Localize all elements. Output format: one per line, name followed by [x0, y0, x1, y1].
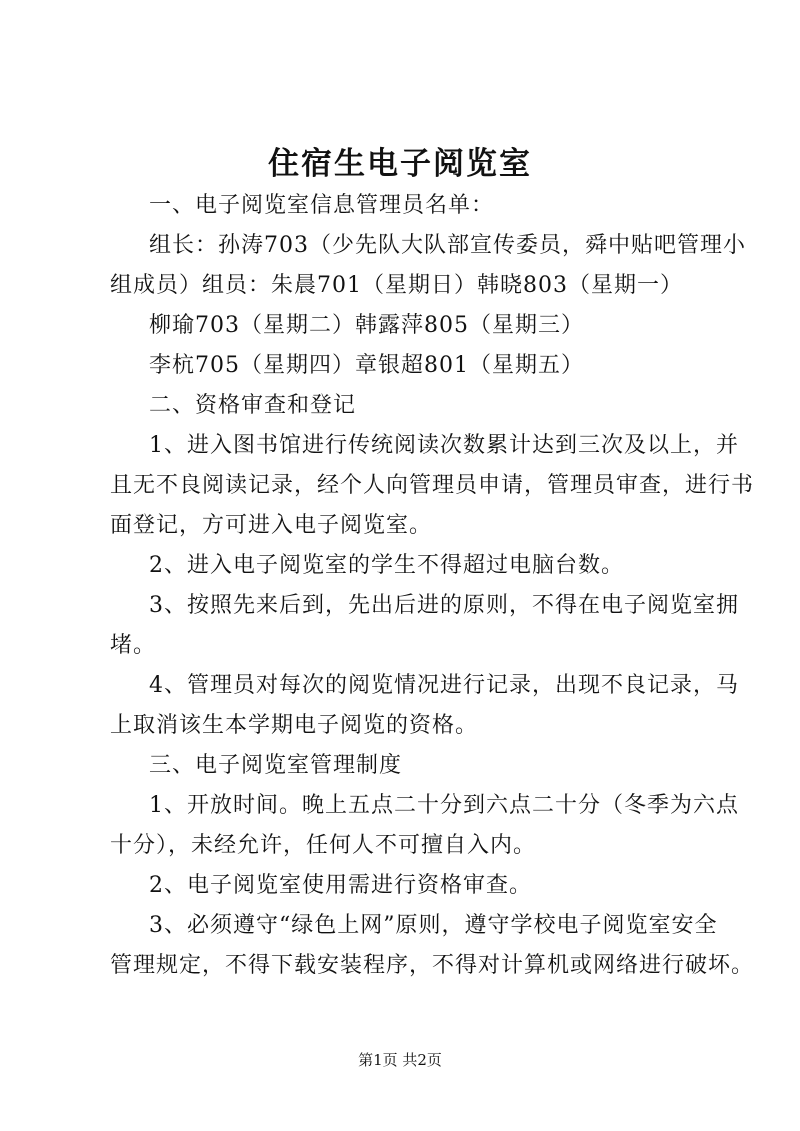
paragraph-line: 2、进入电子阅览室的学生不得超过电脑台数。 [149, 553, 624, 578]
paragraph-line: 组成员）组员：朱晨701（星期日）韩晓803（星期一） [110, 273, 683, 298]
paragraph-line: 李杭705（星期四）章银超801（星期五） [149, 353, 584, 378]
paragraph-line: 组长：孙涛703（少先队大队部宣传委员，舜中贴吧管理小 [149, 233, 746, 258]
paragraph-line: 3、按照先来后到，先出后进的原则，不得在电子阅览室拥 [149, 593, 739, 618]
paragraph-line: 上取消该生本学期电子阅览的资格。 [110, 713, 479, 738]
paragraph-line: 2、电子阅览室使用需进行资格审查。 [149, 873, 532, 898]
paragraph-line: 1、进入图书馆进行传统阅读次数累计达到三次及以上，并 [149, 433, 739, 458]
page-number-footer: 第1页 共2页 [358, 1051, 442, 1069]
paragraph-line: 管理规定，不得下载安装程序，不得对计算机或网络进行破坏。 [110, 953, 755, 978]
section-heading-3: 三、电子阅览室管理制度 [149, 753, 403, 778]
paragraph-line: 柳瑜703（星期二）韩露萍805（星期三） [149, 313, 584, 338]
document-title: 住宿生电子阅览室 [268, 146, 532, 182]
paragraph-line: 3、必须遵守“绿色上网”原则，遵守学校电子阅览室安全 [149, 913, 718, 938]
document-body [110, 186, 755, 986]
paragraph-line: 1、开放时间。晚上五点二十分到六点二十分（冬季为六点 [149, 793, 739, 818]
paragraph-line: 堵。 [110, 633, 157, 658]
section-heading-1: 一、电子阅览室信息管理员名单： [149, 193, 495, 218]
paragraph-line: 4、管理员对每次的阅览情况进行记录，出现不良记录，马 [149, 673, 739, 698]
paragraph-line: 面登记，方可进入电子阅览室。 [110, 513, 433, 538]
paragraph-line: 十分），未经允许，任何人不可擅自入内。 [110, 833, 537, 858]
section-heading-2: 二、资格审查和登记 [149, 393, 357, 418]
paragraph-line: 且无不良阅读记录，经个人向管理员申请，管理员审查，进行书 [110, 473, 755, 498]
